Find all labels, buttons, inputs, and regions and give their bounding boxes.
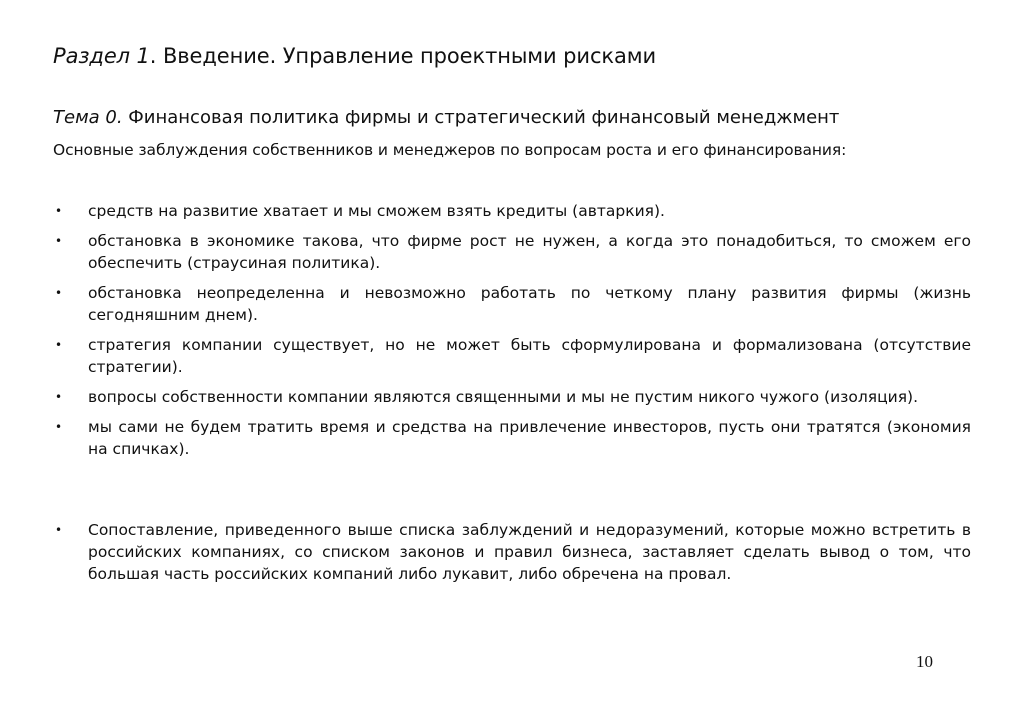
list-item-text: вопросы собственности компании являются священными и мы не пустим никого чужого (изоляция). — [88, 388, 919, 406]
list-item — [53, 230, 971, 274]
bullet-icon: • — [55, 390, 63, 404]
list-item — [53, 416, 971, 460]
topic-prefix: Тема 0. — [53, 107, 123, 128]
topic-title-text: Финансовая политика фирмы и стратегический финансовый менеджмент — [122, 107, 840, 128]
bullet-icon: • — [55, 286, 63, 300]
list-item-text: обстановка неопределенна и невозможно работать по четкому плану развития фирмы (жизнь сегодняшним днем). — [88, 284, 971, 324]
bullet-icon: • — [55, 338, 63, 352]
topic-title — [53, 107, 839, 128]
list-item-text: стратегия компании существует, но не может быть сформулирована и формализована (отсутствие стратегии). — [88, 336, 971, 376]
conclusion-list — [53, 519, 971, 593]
bullet-icon: • — [55, 523, 63, 537]
intro-text: Основные заблуждения собственников и менеджеров по вопросам роста и его финансирования: — [53, 141, 847, 159]
list-item-text: обстановка в экономике такова, что фирме рост не нужен, а когда это понадобиться, то сможем его обеспечить (страусиная политика). — [88, 232, 971, 272]
list-item — [53, 386, 971, 408]
bullet-icon: • — [55, 204, 63, 218]
list-item — [53, 282, 971, 326]
section-title-text: . Введение. Управление проектными рисками — [149, 44, 657, 68]
section-title — [53, 44, 656, 68]
list-item — [53, 334, 971, 378]
bullet-icon: • — [55, 420, 63, 434]
list-item — [53, 200, 971, 222]
bullet-icon: • — [55, 234, 63, 248]
conclusion-item — [53, 519, 971, 585]
misconceptions-list — [53, 200, 971, 468]
section-prefix: Раздел 1 — [53, 44, 150, 68]
conclusion-text: Сопоставление, приведенного выше списка заблуждений и недоразумений, которые можно встретить в российских компаниях, со списком законов и правил бизнеса, заставляет сделать вывод о том, что большая часть российских компаний либо лукавит, либо обречена на провал. — [88, 521, 971, 583]
list-item-text: мы сами не будем тратить время и средства на привлечение инвесторов, пусть они тратятся (экономия на спичках). — [88, 418, 971, 458]
page-number: 10 — [916, 652, 933, 671]
list-item-text: средств на развитие хватает и мы сможем взять кредиты (автаркия). — [88, 202, 665, 220]
